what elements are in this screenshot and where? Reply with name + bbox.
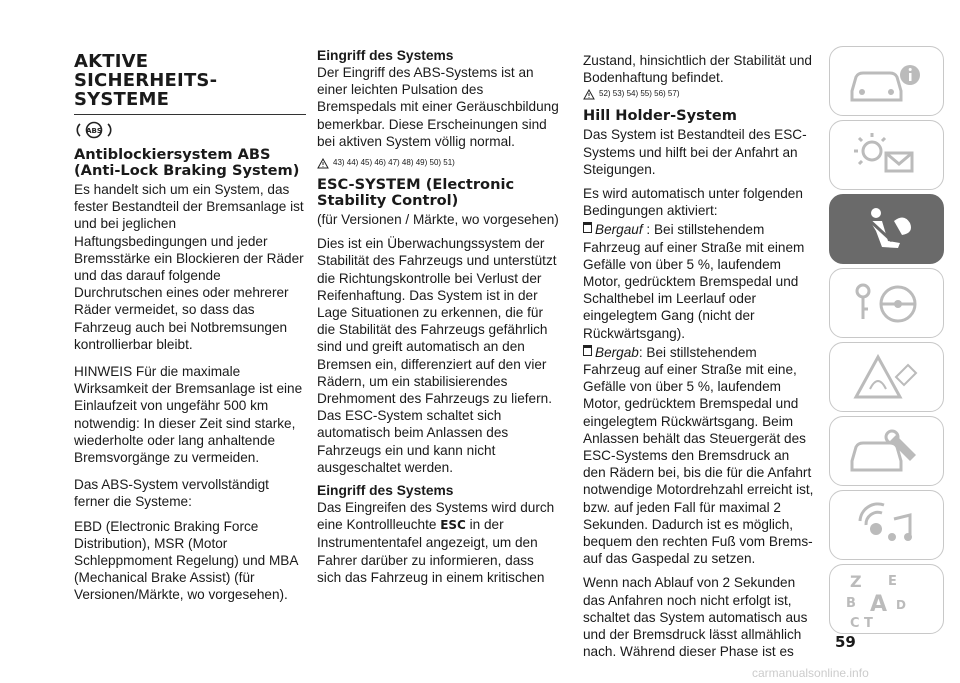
downhill-label: Bergab	[595, 344, 639, 360]
esc-description: Dies ist ein Überwachungssystem der Stabilität des Fahrzeugs und unterstützt die Richtungskontrolle bei Verlust der Reifenhaftung. Das System ist in der Lage Situationen zu erkennen, die für die Stabilität des Fahrzeugs gefährlich sind und greift automatisch an den Bremsen ein, differenziert auf den vier Rädern, um ein stabilisierendes Drehmoment des Fahrzeugs zu liefern. Das ESC-System schaltet sich automatisch beim Anlassen des Fahrzeugs ein und kann nicht ausgeschaltet werden.	[317, 236, 557, 475]
condition-downhill	[583, 344, 815, 568]
hill-holder-heading: Hill Holder-System	[583, 107, 737, 125]
section-title-line-2: SICHERHEITS-	[74, 70, 218, 91]
abs-intervention-paragraph: Der Eingriff des ABS-Systems ist an einer leichten Pulsation des Bremspedals mit einer Geräuschbildung bemerkbar. Diese Erscheinungen sind bei aktiven System völlig normal.	[317, 65, 559, 149]
esc-heading: ESC-SYSTEM (Electronic Stability Control)	[317, 176, 515, 210]
esc-text-b: in der Instrumententafel angezeigt, um den Fahrer darüber zu informieren, dass sich das Fahrzeug in einem kritischen	[317, 517, 545, 585]
tab-multimedia[interactable]	[829, 490, 944, 560]
hill-holder-release: Wenn nach Ablauf von 2 Sekunden das Anfahren noch nicht erfolgt ist, schaltet das System automatisch aus und der Bremsdruck lässt allmählich nach. Während dieser Phase ist es	[583, 575, 808, 660]
page-number: 59	[835, 633, 856, 651]
warning-lights-icon	[830, 121, 943, 189]
uphill-text: : Bei stillstehendem Fahrzeug auf einer Straße mit einem Gefälle von über 5 %, laufendem Motor, gedrücktem Bremspedal und Schalthebel im Leerlauf oder eingelegtem Gang (nicht der Rückwärtsgang).	[583, 222, 805, 341]
bullet-icon	[583, 222, 592, 233]
index-letter: C	[850, 616, 860, 631]
section-title-line-1: AKTIVE	[74, 51, 149, 72]
index-letters-icon	[830, 565, 943, 633]
section-divider	[74, 114, 306, 115]
key-steering-wheel-icon	[830, 269, 943, 337]
abs-heading: Antiblockiersystem ABS (Anti-Lock Braking System)	[74, 146, 300, 179]
index-letter: B	[846, 596, 856, 611]
multimedia-icon	[830, 491, 943, 559]
abs-paragraph-4: EBD (Electronic Braking Force Distribution), MSR (Motor Schleppmoment Regelung) und MBA (Mechanical Brake Assist) (für Versionen/Märkte, wo vorgesehen).	[74, 518, 298, 603]
tab-emergency[interactable]	[829, 342, 944, 412]
system-intervention-heading: Eingriff des Systems	[317, 48, 454, 63]
abs-note: HINWEIS Für die maximale Wirksamkeit der Bremsanlage ist eine Einlaufzeit von ungefähr 500 km notwendig: In dieser Zeit sind starke, wiederholte oder lang anhaltende Bremsvorgänge zu vermeiden.	[74, 364, 303, 466]
column-3	[583, 52, 815, 668]
esc-availability: (für Versionen / Märkte, wo vorgesehen)	[317, 212, 559, 228]
references-text: 52) 53) 54) 55) 56) 57)	[599, 89, 680, 99]
column-1	[74, 52, 306, 611]
downhill-text: : Bei stillstehendem Fahrzeug auf einer Straße mit eine, Gefälle von über 5 %, laufendem Motor, gedrücktem Bremspedal und eingelegtem Rückwärtsgang. Beim Anlassen behält das Steuergerät des ESC-Systems den Bremsdruck an den Rädern bei, bis die für die Anfahrt notwendige Motordrehzahl erreicht ist, bzw. auf jeden Fall für maximal 2 Sekunden. Dadurch ist es möglich, bequem den rechten Fuß vom Brems-auf das Gaspedal zu setzen.	[583, 344, 814, 567]
esc-text-a: Das Eingreifen des Systems wird durch eine Kontrollleuchte	[317, 500, 555, 533]
tab-car-info[interactable]	[829, 46, 944, 116]
abs-paragraph-3: Das ABS-System vervollständigt ferner die Systeme:	[74, 477, 269, 510]
condition-uphill	[583, 221, 815, 341]
index-letter: D	[896, 598, 906, 612]
index-letter: Z	[850, 572, 862, 591]
warning-references-1	[317, 157, 561, 169]
references-text: 43) 44) 45) 46) 47) 48) 49) 50) 51)	[333, 158, 455, 168]
esc-continuation: Zustand, hinsichtlich der Stabilität und Bodenhaftung befindet.	[583, 53, 812, 86]
emergency-warning-icon	[830, 343, 943, 411]
warning-triangle-icon	[317, 158, 329, 169]
warning-triangle-icon	[583, 89, 595, 100]
esc-intervention-heading: Eingriff des Systems	[317, 483, 454, 499]
index-letter: E	[888, 574, 897, 589]
column-2	[317, 48, 561, 593]
tab-maintenance[interactable]	[829, 416, 944, 486]
maintenance-icon	[830, 417, 943, 485]
uphill-label: Bergauf	[595, 222, 643, 238]
safety-airbag-icon	[830, 195, 943, 263]
index-letter: A	[870, 592, 888, 617]
esc-intervention-paragraph	[317, 499, 561, 586]
svg-text:ABS: ABS	[86, 127, 102, 135]
esc-indicator-label: ESC	[440, 518, 466, 533]
footer-watermark: carmanualsonline.info	[752, 666, 869, 680]
car-info-icon	[830, 47, 943, 115]
bullet-icon	[583, 345, 592, 356]
tab-starting-driving[interactable]	[829, 268, 944, 338]
hill-holder-intro: Das System ist Bestandteil des ESC-Systems und hilft bei der Anfahrt an Steigungen.	[583, 127, 807, 177]
index-letter: T	[864, 616, 873, 631]
section-title	[74, 52, 306, 109]
tab-safety[interactable]	[829, 194, 944, 264]
tab-index[interactable]	[829, 564, 944, 634]
abs-paragraph-1: Es handelt sich um ein System, das fester Bestandteil der Bremsanlage ist und bei jeglichen Haftungsbedingungen und jeder Bremsstärke ein Blockieren der Räder und das darauf folgende Durchrutschen eines oder mehrerer Räder vermeidet, so dass das Fahrzeug auch bei Notbremsungen kontrollierbar bleibt.	[74, 182, 304, 352]
tab-warning-lights[interactable]	[829, 120, 944, 190]
abs-warning-icon	[74, 121, 114, 139]
hill-holder-conditions: Es wird automatisch unter folgenden Bedingungen aktiviert:	[583, 186, 803, 219]
warning-references-2	[583, 88, 815, 100]
section-title-line-3: SYSTEME	[74, 89, 170, 110]
